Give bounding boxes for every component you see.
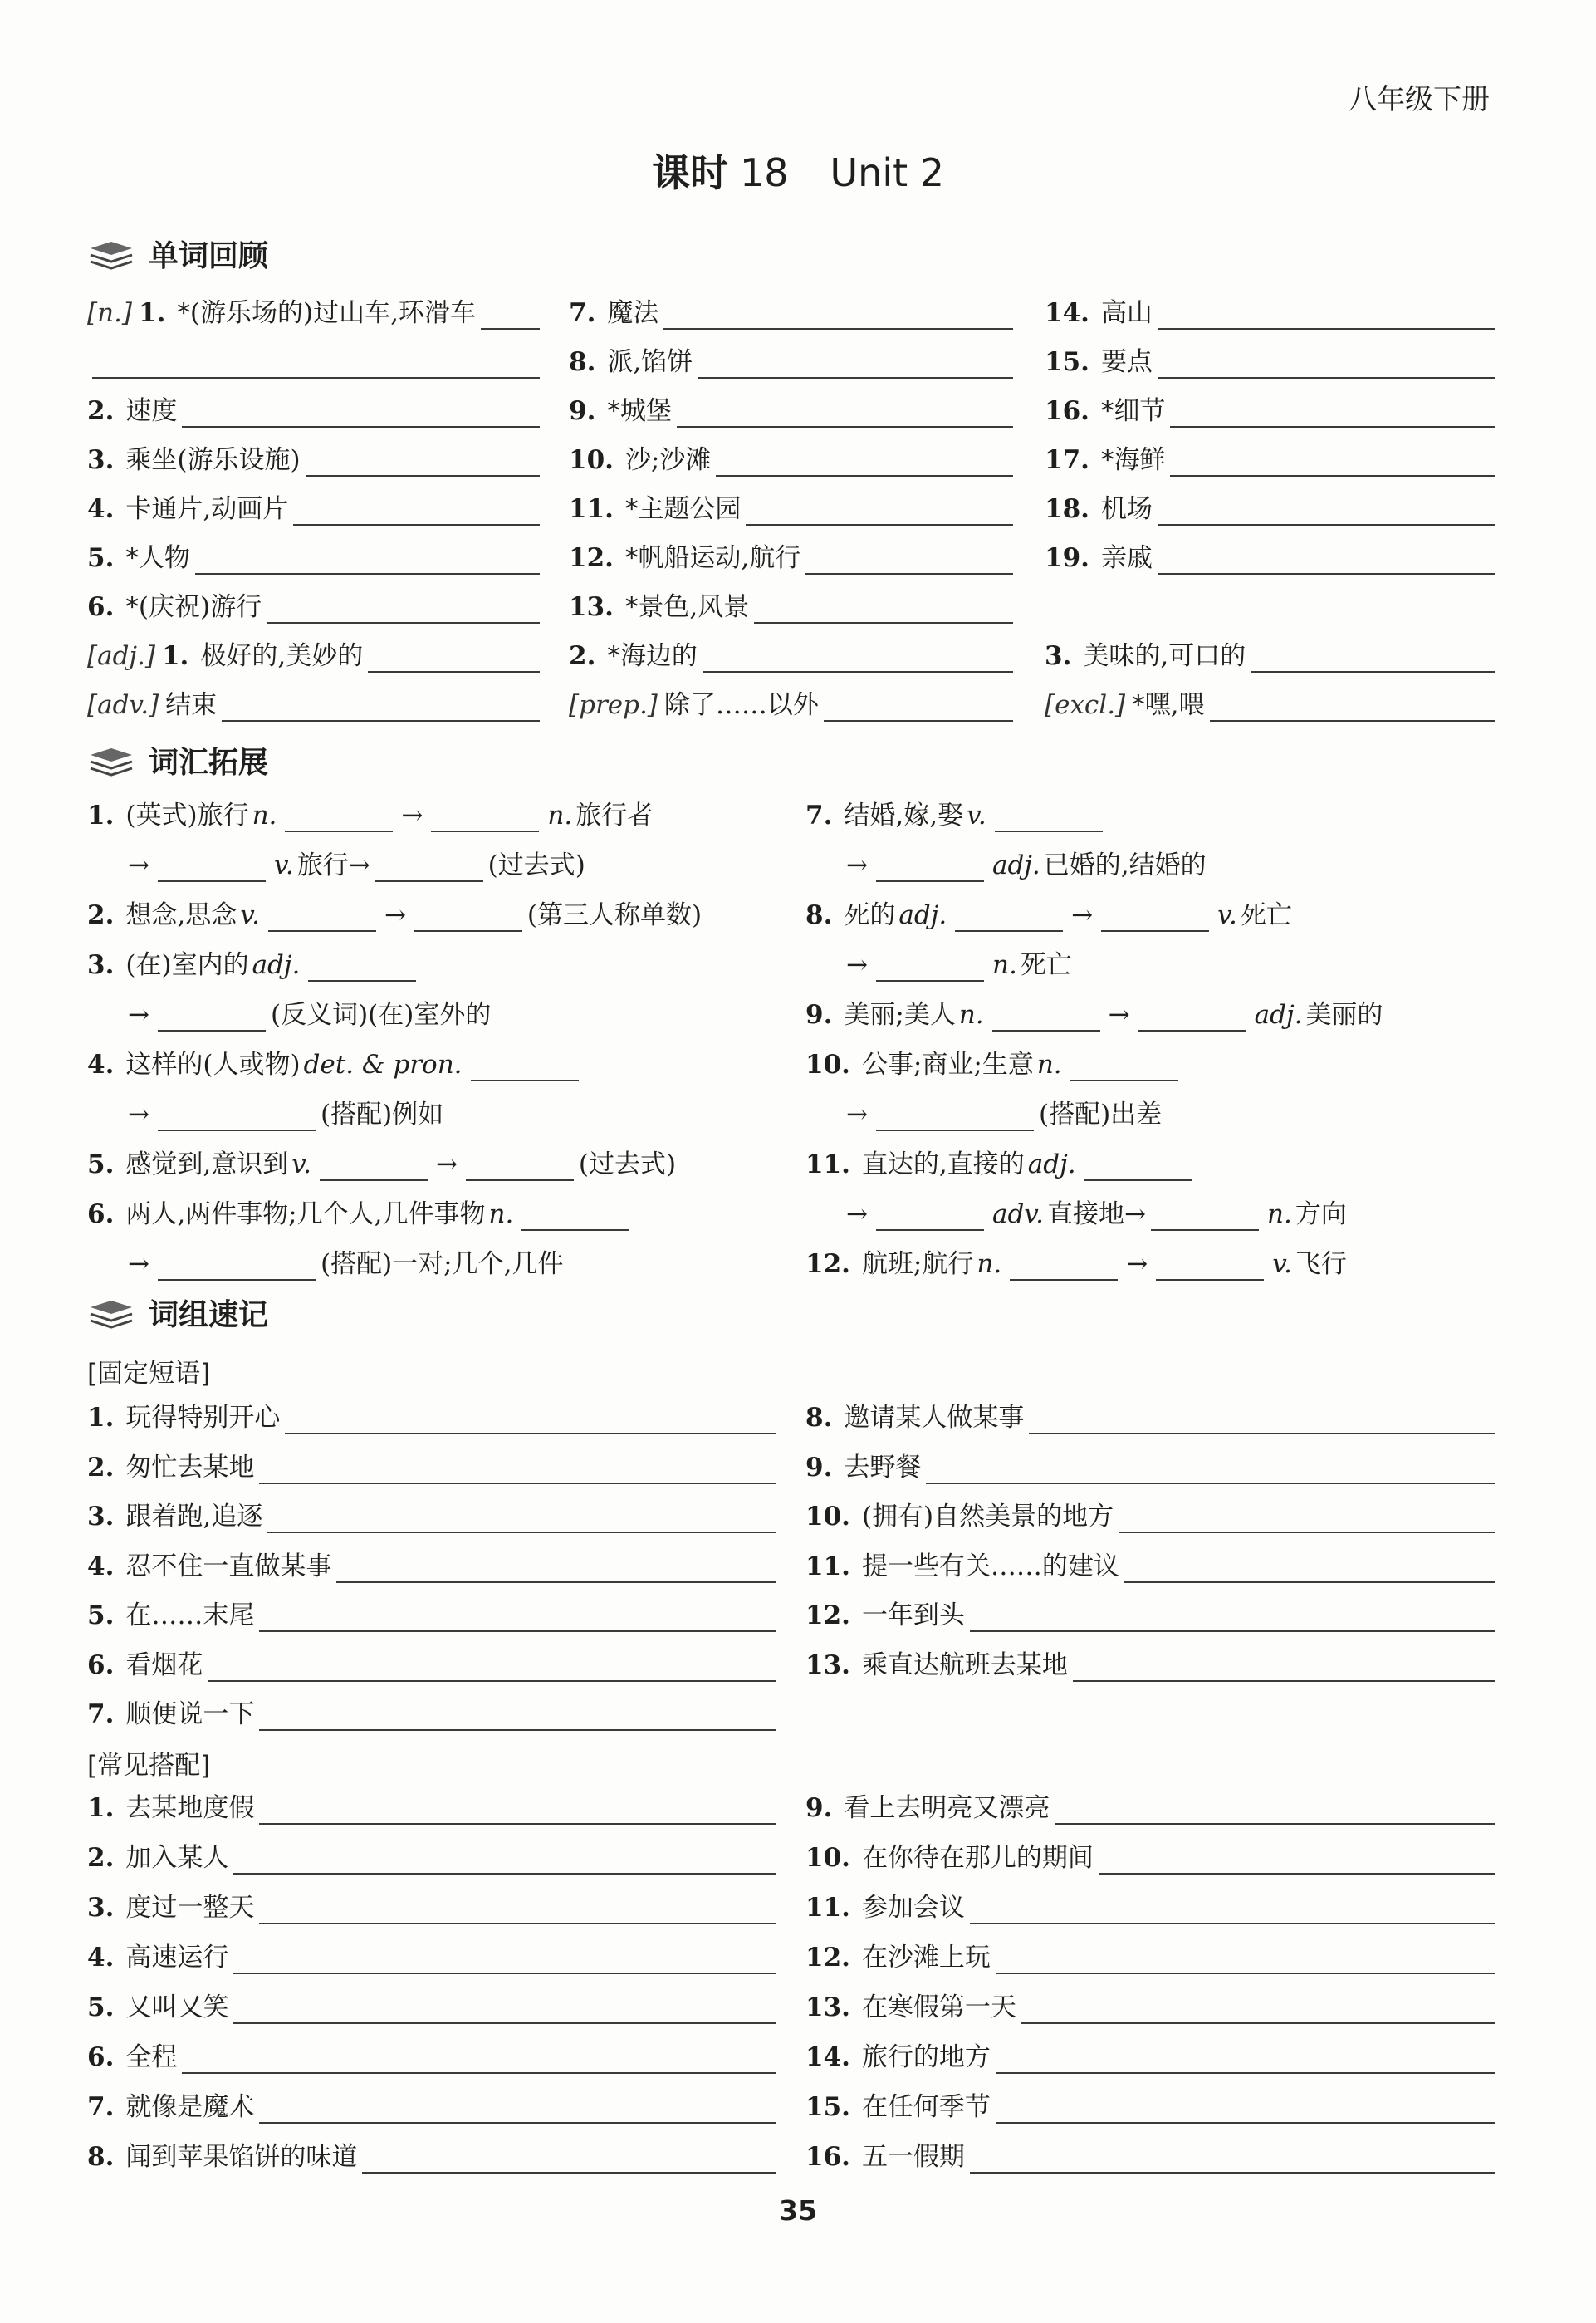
list-item [569,393,1013,428]
item-number: 13. [805,1649,850,1680]
list-item [805,1989,1495,2024]
subhead-collocation: [常见搭配] [87,1751,211,1781]
answer-blank[interactable] [268,902,376,932]
answer-blank[interactable] [259,1454,776,1484]
answer-blank[interactable] [1251,643,1495,673]
answer-blank[interactable] [876,952,984,982]
item-prompt: *海鲜 [1100,445,1166,475]
list-item [1045,295,1495,330]
books-icon [87,1296,135,1331]
list-item [569,491,1013,526]
answer-blank[interactable] [471,1051,579,1081]
answer-blank[interactable] [1124,1553,1495,1583]
answer-blank[interactable] [992,1002,1100,1032]
answer-blank[interactable] [285,1404,776,1434]
item-number: 15. [805,2092,850,2122]
item-number: 9. [805,1793,833,1823]
answer-blank[interactable] [267,594,540,624]
list-item [87,1548,776,1583]
section-header-expand [87,739,268,782]
answer-blank[interactable] [746,496,1013,526]
item-number: 5. [87,543,115,573]
item-prompt: *城堡 [607,396,672,426]
item-number: 8. [569,347,596,377]
item-prompt: 乘坐(游乐设施) [125,445,301,475]
answer-blank[interactable] [876,852,984,882]
answer-blank[interactable] [995,802,1103,832]
item-number: 1. [139,298,166,328]
section-title-expand: 词汇拓展 [149,746,269,780]
pos-tag: [adv.] [87,690,159,720]
list-item [87,638,540,673]
answer-blank[interactable] [876,1201,984,1231]
item-number: 1. [161,641,189,671]
expand-item: → (搭配)例如 [128,1100,444,1130]
item-number: 18. [1045,494,1089,524]
item-number: 6. [87,592,115,622]
answer-blank[interactable] [1070,1051,1178,1081]
item-number: 1. [87,1403,115,1433]
list-item [805,1498,1495,1533]
expand-item: 9. 美丽;美人 n. → adj. 美丽的 [805,1000,1383,1030]
answer-blank[interactable] [1158,545,1495,575]
expand-item: → (搭配)一对;几个,几件 [128,1249,564,1279]
item-number: 4. [87,1551,115,1581]
list-item [1045,344,1495,379]
answer-blank[interactable] [233,1994,776,2024]
answer-blank[interactable] [285,802,393,832]
item-number: 4. [87,1943,115,1973]
answer-blank[interactable] [362,2144,776,2174]
item-prompt: 就像是魔术 [125,2092,255,2122]
item-number: 11. [805,1893,850,1923]
item-number: 3. [87,1893,115,1923]
list-item [805,1449,1495,1484]
item-prompt: 要点 [1100,347,1153,377]
item-number: 16. [805,2142,850,2172]
answer-blank[interactable] [698,349,1013,379]
answer-blank[interactable] [970,1894,1495,1924]
title-number: 18 [739,150,789,195]
list-item [805,1889,1495,1924]
answer-blank[interactable] [195,545,540,575]
expand-item: 11. 直达的,直接的 adj. [805,1146,1197,1181]
expand-item: → (搭配)出差 [846,1100,1163,1130]
pos-tag: [adj.] [87,641,155,671]
answer-blank[interactable] [663,300,1013,330]
answer-blank[interactable] [955,902,1063,932]
list-item [1045,491,1495,526]
answer-blank[interactable] [1158,300,1495,330]
item-number: 17. [1045,445,1089,475]
list-item [87,1696,776,1731]
item-prompt: 高速运行 [125,1943,229,1973]
list-item [805,1840,1495,1875]
list-item [87,1399,776,1434]
answer-blank[interactable] [1170,447,1495,477]
answer-blank[interactable] [431,802,539,832]
title-unit: Unit 2 [830,150,945,195]
list-item [1045,393,1495,428]
expand-item: 5. 感觉到,意识到 v. → (过去式) [87,1149,677,1179]
expand-item: → adv. 直接地→ n. 方向 [846,1199,1347,1229]
list-item [569,344,1013,379]
item-prompt: *人物 [125,543,190,573]
list-item [569,295,1013,330]
list-item [87,540,540,575]
expand-item: → (反义词)(在)室外的 [128,1000,492,1030]
answer-blank[interactable] [222,692,540,722]
answer-blank[interactable] [1099,1845,1495,1875]
answer-blank[interactable] [336,1553,776,1583]
answer-blank[interactable] [1073,1652,1495,1682]
item-number: 6. [87,1649,115,1680]
section-title-review: 单词回顾 [149,239,269,273]
list-item [87,1989,776,2024]
answer-blank[interactable] [1158,349,1495,379]
expand-item: → adj. 已婚的,结婚的 [846,850,1207,880]
item-number: 2. [87,1452,115,1483]
answer-blank[interactable] [293,496,540,526]
item-prompt: 速度 [125,396,178,426]
item-prompt: 在你待在那儿的期间 [861,1843,1094,1873]
answer-blank[interactable] [1084,1151,1192,1181]
item-number: 5. [87,1992,115,2022]
section-title-phrases: 词组速记 [149,1298,269,1332]
answer-blank[interactable] [233,1845,776,1875]
item-prompt: 机场 [1100,494,1153,524]
item-prompt: 卡通片,动画片 [125,494,289,524]
list-item [805,2139,1495,2174]
item-number: 11. [569,494,614,524]
answer-blank[interactable] [716,447,1013,477]
expand-item: → n. 死亡 [846,950,1072,980]
list-item [87,1840,776,1875]
list-item [805,1597,1495,1632]
list-item [805,1790,1495,1825]
item-prompt: 美味的,可口的 [1083,641,1246,671]
item-prompt: 旅行的地方 [861,2042,991,2072]
title-lesson: 课时 [651,150,728,195]
list-item [1045,687,1495,722]
answer-blank[interactable] [233,1944,776,1974]
item-number: 15. [1045,347,1089,377]
answer-blank[interactable] [481,300,540,330]
answer-blank[interactable] [1010,1251,1118,1281]
answer-blank[interactable] [926,1454,1495,1484]
item-number: 8. [87,2142,115,2172]
item-prompt: 加入某人 [125,1843,229,1873]
answer-blank[interactable] [824,692,1013,722]
answer-blank[interactable] [414,902,522,932]
item-prompt: 乘直达航班去某地 [861,1649,1068,1680]
list-item [569,589,1013,624]
item-number: 12. [569,543,614,573]
item-prompt: 一年到头 [861,1600,965,1630]
answer-blank[interactable] [368,643,540,673]
books-icon [87,237,135,272]
grade-label: 八年级下册 [1349,83,1490,116]
item-number: 12. [805,1600,850,1630]
item-number: 7. [87,2092,115,2122]
answer-blank[interactable] [996,2094,1495,2124]
list-item [87,442,540,477]
list-item [87,491,540,526]
answer-blank[interactable] [677,398,1013,428]
item-prompt: *(庆祝)游行 [125,592,262,622]
list-item [87,589,540,624]
answer-blank[interactable] [92,349,540,379]
item-number: 2. [87,1843,115,1873]
item-prompt: 邀请某人做某事 [844,1403,1025,1433]
item-prompt: 派,馅饼 [607,347,693,377]
answer-blank[interactable] [1055,1795,1495,1825]
expand-item: 12. 航班;航行 n. → v. 飞行 [805,1249,1347,1279]
item-prompt: 五一假期 [861,2142,965,2172]
item-prompt: 结束 [165,690,218,720]
answer-blank[interactable] [703,643,1013,673]
expand-item: 6. 两人,两件事物;几个人,几件事物 n. [87,1196,634,1231]
item-number: 10. [569,445,614,475]
item-prompt: 去某地度假 [125,1793,255,1823]
list-item [1045,540,1495,575]
item-prompt: *(游乐场的)过山车,环滑车 [177,298,476,328]
answer-blank[interactable] [1021,1994,1495,2024]
item-prompt: 在……末尾 [125,1600,255,1630]
item-number: 7. [87,1699,115,1729]
item-prompt: 又叫又笑 [125,1992,229,2022]
item-prompt: 提一些有关……的建议 [861,1551,1119,1581]
answer-blank[interactable] [259,1602,776,1632]
answer-blank[interactable] [375,852,483,882]
item-number: 1. [87,1793,115,1823]
list-item [87,393,540,428]
item-prompt: *海边的 [607,641,698,671]
item-prompt: *帆船运动,航行 [624,543,801,573]
books-icon [87,743,135,778]
item-number: 5. [87,1600,115,1630]
expand-item: 1. (英式)旅行 n. → n. 旅行者 [87,801,654,831]
subhead-fixed: [固定短语] [87,1359,211,1389]
item-number: 13. [569,592,614,622]
list-item [569,638,1013,673]
answer-blank[interactable] [996,2044,1495,2074]
answer-blank[interactable] [1151,1201,1259,1231]
list-item [87,2039,776,2074]
answer-blank[interactable] [805,545,1013,575]
item-number: 2. [569,641,596,671]
answer-blank[interactable] [1138,1002,1246,1032]
answer-blank[interactable] [259,1894,776,1924]
item-prompt: (拥有)自然美景的地方 [861,1502,1114,1532]
list-item [87,1790,776,1825]
item-number: 14. [805,2042,850,2072]
list-item [87,344,540,379]
item-prompt: *景色,风景 [624,592,750,622]
item-prompt: 度过一整天 [125,1893,255,1923]
expand-item: 4. 这样的(人或物) det. & pron. [87,1046,584,1081]
list-item [805,1548,1495,1583]
item-prompt: 看上去明亮又漂亮 [844,1793,1050,1823]
item-number: 6. [87,2042,115,2072]
answer-blank[interactable] [158,1002,266,1032]
list-item [805,2039,1495,2074]
item-number: 8. [805,1403,833,1433]
answer-blank[interactable] [306,447,540,477]
list-item [569,442,1013,477]
answer-blank[interactable] [308,952,416,982]
item-number: 10. [805,1843,850,1873]
list-item [87,2089,776,2124]
section-header-phrases [87,1291,268,1334]
item-prompt: 沙;沙滩 [624,445,712,475]
answer-blank[interactable] [182,2044,776,2074]
item-number: 3. [87,445,115,475]
item-prompt: *细节 [1100,396,1166,426]
item-prompt: 参加会议 [861,1893,965,1923]
item-prompt: 魔法 [607,298,659,328]
item-prompt: 闻到苹果馅饼的味道 [125,2142,358,2172]
list-item [805,2089,1495,2124]
item-number: 2. [87,396,115,426]
answer-blank[interactable] [876,1101,1034,1131]
answer-blank[interactable] [1156,1251,1264,1281]
answer-blank[interactable] [158,852,266,882]
expand-item: 8. 死的 adj. → v. 死亡 [805,900,1292,930]
list-item [569,687,1013,722]
item-prompt: 极好的,美妙的 [200,641,364,671]
list-item [87,1498,776,1533]
item-number: 10. [805,1502,850,1532]
list-item [87,2139,776,2174]
list-item [805,1647,1495,1682]
list-item [87,295,540,330]
list-item [1045,638,1495,673]
answer-blank[interactable] [158,1101,316,1131]
item-prompt: *主题公园 [624,494,742,524]
answer-blank[interactable] [1119,1503,1495,1533]
list-item [87,687,540,722]
list-item [87,1939,776,1974]
item-prompt: 高山 [1100,298,1153,328]
item-prompt: 在沙滩上玩 [861,1943,991,1973]
answer-blank[interactable] [1158,496,1495,526]
item-prompt: 亲戚 [1100,543,1153,573]
item-number: 14. [1045,298,1089,328]
answer-blank[interactable] [158,1251,316,1281]
item-prompt: 跟着跑,追逐 [125,1502,263,1532]
answer-blank[interactable] [1210,692,1495,722]
answer-blank[interactable] [208,1652,776,1682]
answer-blank[interactable] [1101,902,1209,932]
item-prompt: 全程 [125,2042,178,2072]
list-item [569,540,1013,575]
list-item [805,1399,1495,1434]
item-number: 19. [1045,543,1089,573]
expand-item: → v. 旅行→ (过去式) [128,850,585,880]
list-item [87,1597,776,1632]
page-number: 35 [779,2194,817,2227]
item-prompt: 顺便说一下 [125,1699,255,1729]
answer-blank[interactable] [1170,398,1495,428]
answer-blank[interactable] [182,398,540,428]
item-prompt: 看烟花 [125,1649,203,1680]
item-number: 3. [1045,641,1072,671]
pos-tag: [prep.] [569,690,658,720]
item-number: 9. [569,396,596,426]
pos-tag: [excl.] [1045,690,1126,720]
item-number: 13. [805,1992,850,2022]
expand-item: 7. 结婚,嫁,娶 v. [805,797,1108,832]
answer-blank[interactable] [1029,1404,1495,1434]
item-prompt: 去野餐 [844,1452,922,1483]
item-prompt: 忍不住一直做某事 [125,1551,332,1581]
answer-blank[interactable] [996,1944,1495,1974]
section-header-review [87,233,268,275]
list-item [87,1647,776,1682]
answer-blank[interactable] [320,1151,428,1181]
answer-blank[interactable] [259,1701,776,1731]
pos-tag: [n.] [87,298,133,328]
page-title [0,143,1596,198]
answer-blank[interactable] [466,1151,574,1181]
expand-item: 2. 想念,思念 v. → (第三人称单数) [87,900,703,930]
item-prompt: 玩得特别开心 [125,1403,281,1433]
list-item [805,1939,1495,1974]
item-number: 9. [805,1452,833,1483]
item-number: 7. [569,298,596,328]
item-number: 11. [805,1551,850,1581]
list-item [87,1889,776,1924]
item-number: 16. [1045,396,1089,426]
item-prompt: 除了……以外 [663,690,819,720]
item-prompt: *嘿,喂 [1132,690,1205,720]
item-prompt: 在任何季节 [861,2092,991,2122]
answer-blank[interactable] [970,2144,1495,2174]
item-prompt: 匆忙去某地 [125,1452,255,1483]
answer-blank[interactable] [521,1201,629,1231]
answer-blank[interactable] [259,1795,776,1825]
list-item [1045,442,1495,477]
item-number: 3. [87,1502,115,1532]
item-number: 12. [805,1943,850,1973]
answer-blank[interactable] [970,1602,1495,1632]
item-number: 4. [87,494,115,524]
answer-blank[interactable] [259,2094,776,2124]
expand-item: 3. (在)室内的 adj. [87,947,421,982]
answer-blank[interactable] [754,594,1013,624]
expand-item: 10. 公事;商业;生意 n. [805,1046,1183,1081]
list-item [87,1449,776,1484]
answer-blank[interactable] [267,1503,776,1533]
item-prompt: 在寒假第一天 [861,1992,1016,2022]
